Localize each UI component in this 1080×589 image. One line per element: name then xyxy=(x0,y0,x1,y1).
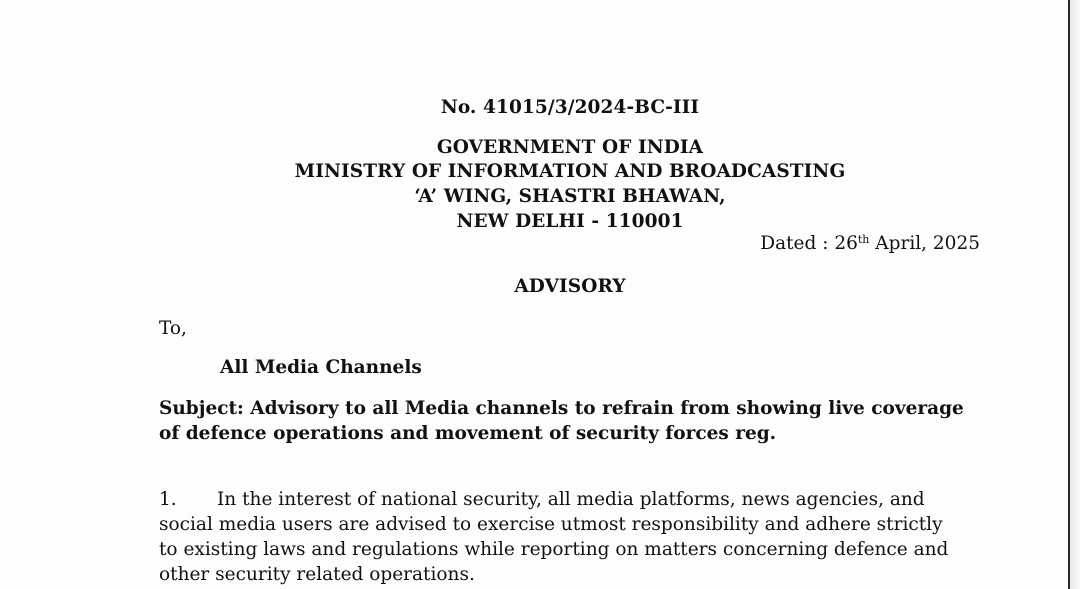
address-line-1: ‘A’ WING, SHASTRI BHAWAN, xyxy=(414,186,726,207)
paragraph-1-line-1 xyxy=(159,487,989,512)
subject-line-2: of defence operations and movement of security forces reg. xyxy=(159,423,777,444)
date-line xyxy=(760,233,980,254)
paragraph-1-line-3: to existing laws and regulations while reporting on matters concerning defence and xyxy=(159,539,949,560)
subject-block xyxy=(159,396,989,446)
date-ordinal: th xyxy=(857,233,870,246)
document-title: ADVISORY xyxy=(514,276,626,297)
paragraph-1 xyxy=(159,487,989,587)
paragraph-1-text-1: In the interest of national security, all media platforms, news agencies, and xyxy=(217,489,925,510)
paragraph-1-line-4: other security related operations. xyxy=(159,564,475,585)
subject-line-1: Subject: Advisory to all Media channels to refrain from showing live coverage xyxy=(159,398,964,419)
recipient: All Media Channels xyxy=(220,357,422,378)
salutation: To, xyxy=(159,318,187,339)
address-line-2: NEW DELHI - 110001 xyxy=(456,211,684,232)
ministry-heading: MINISTRY OF INFORMATION AND BROADCASTING xyxy=(294,161,846,182)
government-heading: GOVERNMENT OF INDIA xyxy=(436,137,704,158)
date-prefix: Dated : 26 xyxy=(760,233,858,254)
date-rest: April, 2025 xyxy=(869,233,980,254)
reference-number: No. 41015/3/2024-BC-III xyxy=(440,97,700,118)
paragraph-number: 1. xyxy=(159,489,177,510)
paragraph-1-line-2: social media users are advised to exercise utmost responsibility and adhere strictly xyxy=(159,514,943,535)
